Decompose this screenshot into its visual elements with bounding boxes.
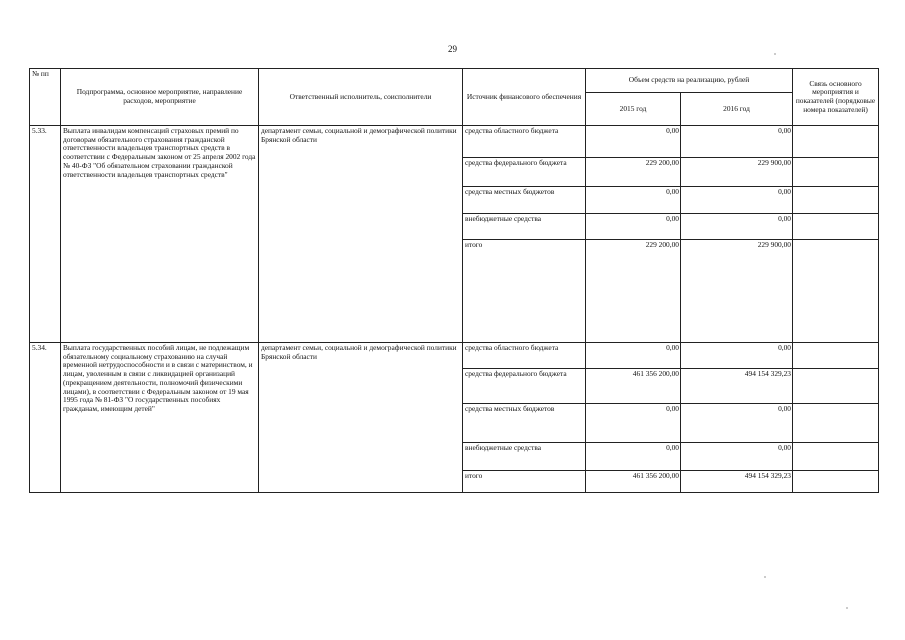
program-description: Выплата государственных пособий лицам, не подлежащим обязательному социальному страхованию на случай временной нетрудоспособности и в связи с материнством, и лицам, уволенным в связи с ликвидацией организаций (прекращением деятельности, полномочий физическими лицами), в соответствии с Федеральным законом от 19 мая 1995 года № 81-ФЗ "О государственных пособиях гражданам, имеющим детей" (61, 343, 259, 493)
indicator-link (793, 404, 879, 443)
amount-2015: 0,00 (586, 443, 681, 471)
executor: департамент семьи, социальной и демографической политики Брянской области (259, 126, 463, 343)
amount-2016: 0,00 (681, 404, 793, 443)
header-program: Подпрограмма, основное мероприятие, направление расходов, мероприятие (61, 69, 259, 126)
amount-2016: 0,00 (681, 443, 793, 471)
budget-table (29, 68, 879, 493)
page-number: 29 (448, 44, 457, 54)
scan-speck (774, 53, 776, 55)
scan-speck (846, 607, 848, 609)
table-row (30, 126, 879, 158)
funding-source: средства местных бюджетов (463, 187, 586, 214)
indicator-link (793, 240, 879, 343)
amount-2016: 0,00 (681, 187, 793, 214)
indicator-link (793, 214, 879, 240)
amount-2015: 0,00 (586, 187, 681, 214)
amount-2016: 0,00 (681, 214, 793, 240)
table-row (30, 343, 879, 369)
total-2016: 494 154 329,23 (681, 471, 793, 493)
indicator-link (793, 126, 879, 158)
indicator-link (793, 471, 879, 493)
amount-2015: 0,00 (586, 126, 681, 158)
funding-source: внебюджетные средства (463, 443, 586, 471)
funding-source: средства федерального бюджета (463, 369, 586, 404)
funding-source: средства местных бюджетов (463, 404, 586, 443)
indicator-link (793, 187, 879, 214)
program-description: Выплата инвалидам компенсаций страховых премий по договорам обязательного страхования гражданской ответственности владельцев транспортных средств в соответствии с Федеральным законом от 25 апреля 2002 года № 40-ФЗ "Об обязательном страховании гражданской ответственности владельцев транспортных средств" (61, 126, 259, 343)
amount-2015: 0,00 (586, 214, 681, 240)
total-2015: 461 356 200,00 (586, 471, 681, 493)
header-executor: Ответственный исполнитель, соисполнители (259, 69, 463, 126)
total-2016: 229 900,00 (681, 240, 793, 343)
indicator-link (793, 158, 879, 187)
amount-2016: 0,00 (681, 343, 793, 369)
amount-2015: 461 356 200,00 (586, 369, 681, 404)
header-no: № пп (30, 69, 61, 126)
scan-speck (764, 576, 766, 578)
funding-source: внебюджетные средства (463, 214, 586, 240)
indicator-link (793, 369, 879, 404)
amount-2015: 229 200,00 (586, 158, 681, 187)
amount-2015: 0,00 (586, 343, 681, 369)
funding-source: средства федерального бюджета (463, 158, 586, 187)
amount-2016: 229 900,00 (681, 158, 793, 187)
funding-source-total: итого (463, 240, 586, 343)
header-link: Связь основного мероприятия и показателей (порядковые номера показателей) (793, 69, 879, 126)
indicator-link (793, 443, 879, 471)
row-number: 5.33. (30, 126, 61, 343)
amount-2016: 0,00 (681, 126, 793, 158)
header-volume: Объем средств на реализацию, рублей (586, 69, 793, 93)
funding-source-total: итого (463, 471, 586, 493)
header-source: Источник финансового обеспечения (463, 69, 586, 126)
total-2015: 229 200,00 (586, 240, 681, 343)
funding-source: средства областного бюджета (463, 126, 586, 158)
indicator-link (793, 343, 879, 369)
executor: департамент семьи, социальной и демографической политики Брянской области (259, 343, 463, 493)
header-year-2015: 2015 год (586, 93, 681, 126)
amount-2016: 494 154 329,23 (681, 369, 793, 404)
header-year-2016: 2016 год (681, 93, 793, 126)
funding-source: средства областного бюджета (463, 343, 586, 369)
amount-2015: 0,00 (586, 404, 681, 443)
row-number: 5.34. (30, 343, 61, 493)
